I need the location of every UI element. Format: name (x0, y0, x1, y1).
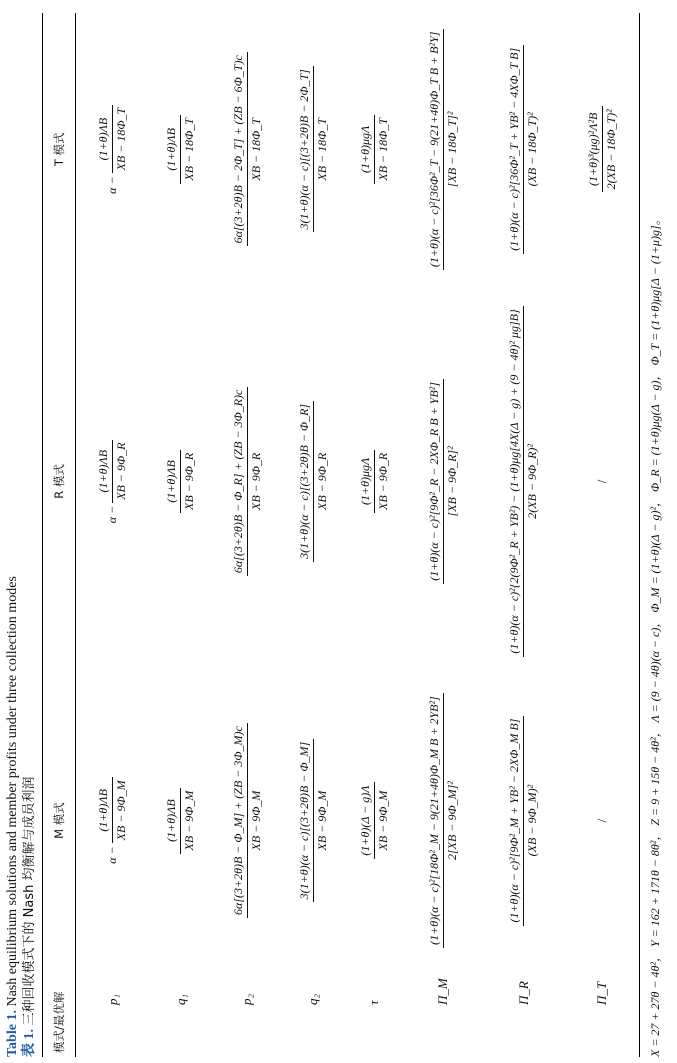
row-label: Π_T (594, 981, 609, 1005)
fraction-denominator: [XB − 9Φ_R]² (444, 446, 459, 517)
fraction-denominator: XB − 9Φ_R (182, 452, 196, 510)
table-row (565, 13, 640, 1057)
cell-r-mode (565, 286, 640, 678)
table-row (76, 13, 150, 1057)
fraction-denominator: XB − 18Φ_T (248, 118, 263, 181)
formula-fraction (427, 693, 460, 948)
caption-zh-text: 三种回收模式下的 Nash 均衡解与成员利润 (22, 776, 37, 1026)
row-label: p₂ (239, 993, 254, 1005)
table-caption (4, 576, 38, 1057)
fraction-numerator: 6α[(3+2θ)B − 2Φ_T] + (ZB − 6Φ_T)c (231, 52, 248, 246)
caption-en-label: Table 1. (5, 1010, 20, 1057)
fraction-denominator: (XB − 18Φ_T)² (525, 112, 539, 187)
cell-r-mode (149, 286, 212, 678)
fraction-denominator: [XB − 18Φ_T]² (444, 111, 459, 188)
cell-t-mode (565, 13, 640, 286)
fraction-denominator: XB − 18Φ_T (375, 118, 390, 181)
formula-fraction (164, 450, 197, 513)
header-t-mode: T 模式 (52, 132, 66, 167)
equilibrium-table (42, 13, 640, 1057)
caption-zh-label: 表 1. (22, 1029, 37, 1057)
table-row (282, 13, 344, 1057)
fraction-denominator: XB − 9Φ_M (248, 790, 263, 851)
fraction-denominator: XB − 9Φ_M (314, 790, 329, 851)
cell-r-mode (76, 286, 150, 678)
fraction-numerator: (1+θ)(α − c)²[36Φ²_T − 9(21+4θ)Φ_T B + B²Y] (427, 29, 444, 271)
formula-fraction (358, 450, 391, 513)
formula-fraction (231, 52, 264, 246)
fraction-denominator: 2(XB − 18Φ_T)² (603, 109, 618, 190)
cell-t-mode (282, 13, 344, 286)
formula-fraction (96, 105, 129, 174)
fraction-numerator: (1+θ)(α − c)²[9Φ²_R − 2XΦ_R B + YB²] (427, 379, 444, 584)
fraction-denominator: XB − 18Φ_T (314, 118, 329, 181)
formula-fraction (297, 66, 330, 232)
cell-r-mode (212, 286, 282, 678)
fraction-numerator: (1+θ)μgΛ (358, 450, 375, 513)
formula-fraction (231, 723, 264, 918)
formula-fraction (427, 29, 460, 271)
cell-m-mode (149, 677, 212, 964)
formula-fraction (96, 777, 129, 843)
formula-fraction (507, 45, 540, 254)
formula-prefix: α − (105, 846, 119, 864)
row-label: q₁ (172, 993, 188, 1005)
formula-fraction (96, 440, 129, 503)
cell-m-mode (404, 677, 482, 964)
cell-m-mode (344, 677, 404, 964)
caption-chinese (21, 576, 38, 1057)
cell-t-mode (344, 13, 404, 286)
caption-en-text: Nash equilibrium solutions and member profits under three collection modes (5, 576, 20, 1007)
fraction-numerator: (1+θ)ΛB (96, 105, 113, 174)
cell-m-mode (482, 677, 565, 964)
fraction-denominator: (XB − 9Φ_M)² (525, 784, 539, 857)
fraction-denominator: XB − 18Φ_T (182, 118, 196, 181)
formula-fraction (164, 788, 197, 854)
table-row (149, 13, 212, 1057)
fraction-numerator: (1+θ)(α − c)²[36Φ²_T + YB² − 4XΦ_T B] (507, 45, 524, 254)
row-label: Π_R (515, 981, 531, 1005)
formula-prefix: α − (105, 176, 119, 194)
table-row (482, 13, 565, 1057)
fraction-numerator: (1+θ)ΛB (96, 777, 113, 843)
formula-fraction (586, 106, 619, 192)
table-row (404, 13, 482, 1057)
fraction-denominator: XB − 18Φ_T (114, 107, 128, 171)
row-label: τ (366, 1000, 381, 1005)
cell-r-mode (482, 286, 565, 678)
formula-fraction (507, 716, 540, 926)
row-label: p₁ (104, 993, 120, 1005)
cell-r-mode (344, 286, 404, 678)
formula-fraction (507, 306, 540, 656)
fraction-denominator: XB − 9Φ_R (314, 452, 329, 510)
fraction-numerator: 6α[(3+2θ)B − Φ_M] + (ZB − 3Φ_M)c (231, 723, 248, 918)
formula-fraction (427, 379, 460, 584)
fraction-denominator: 2(XB − 9Φ_R)² (525, 443, 539, 519)
header-mode-solution: 模式/最优解 (52, 991, 66, 1053)
fraction-numerator: 3(1+θ)(α − c)[(3+2θ)B − 2Φ_T] (297, 66, 314, 232)
table-header-row (43, 13, 76, 1057)
table-row (344, 13, 404, 1057)
cell-m-mode (212, 677, 282, 964)
fraction-denominator: XB − 9Φ_R (375, 452, 390, 510)
cell-t-mode (76, 13, 150, 286)
fraction-numerator: (1+θ)(α − c)²[18Φ²_M − 9(21+4θ)Φ_M B + 2YB²] (427, 693, 444, 948)
cell-m-mode (76, 677, 150, 964)
formula-prefix: α − (105, 505, 119, 524)
row-label: q₂ (305, 993, 320, 1005)
not-applicable-mark: / (594, 479, 609, 484)
cell-r-mode (404, 286, 482, 678)
caption-english (4, 576, 21, 1057)
cell-r-mode (282, 286, 344, 678)
cell-t-mode (482, 13, 565, 286)
formula-fraction (164, 115, 197, 184)
table-row (212, 13, 282, 1057)
fraction-numerator: 3(1+θ)(α − c)[(3+2θ)B − Φ_M] (297, 739, 314, 903)
fraction-denominator: XB − 9Φ_M (182, 790, 196, 851)
fraction-numerator: (1+θ)(α − c)²{2(9Φ²_R + YB²) − (1+θ)μg[4X(Δ − g) + (9 − 4θ)² μg]B} (507, 306, 524, 656)
fraction-denominator: 2[XB − 9Φ_M]² (444, 781, 459, 860)
fraction-numerator: (1+θ)ΛB (164, 788, 181, 854)
header-r-mode: R 模式 (52, 464, 66, 499)
cell-t-mode (212, 13, 282, 286)
fraction-denominator: XB − 9Φ_M (375, 790, 390, 851)
table-body (76, 13, 640, 1057)
fraction-denominator: XB − 9Φ_R (114, 442, 128, 500)
fraction-numerator: (1+θ)ΛB (164, 450, 181, 513)
fraction-numerator: 3(1+θ)(α − c)[(3+2θ)B − Φ_R] (297, 401, 314, 562)
header-m-mode: M 模式 (52, 802, 66, 839)
fraction-denominator: XB − 9Φ_M (114, 780, 128, 841)
fraction-numerator: (1+θ)(α − c)²[9Φ²_M + YB² − 2XΦ_M B] (507, 716, 524, 926)
cell-m-mode (565, 677, 640, 964)
fraction-numerator: 6α[(3+2θ)B − Φ_R] + (ZB − 3Φ_R)c (231, 387, 248, 577)
formula-fraction (297, 401, 330, 562)
formula-fraction (358, 115, 391, 184)
fraction-numerator: (1+θ)³(μg)²Λ²B (586, 106, 603, 192)
formula-fraction (297, 739, 330, 903)
table-footnote: X = 27 + 27θ − 4θ²， Y = 162 + 171θ − 8θ²， Z = 9 + 15θ − 4θ²， Λ = (9 − 4θ)(α − c)， Φ_M = (1+θ)(Δ − g)²， Φ_R = (1+θ)μg(Δ − g)， Φ_T = (1+θ)μg[Δ − (1+μ)g]。 (648, 213, 662, 1057)
not-applicable-mark: / (594, 818, 609, 823)
cell-t-mode (404, 13, 482, 286)
formula-fraction (231, 387, 264, 577)
fraction-denominator: XB − 9Φ_R (248, 452, 263, 510)
fraction-numerator: (1+θ)ΛB (164, 115, 181, 184)
formula-fraction (358, 782, 391, 858)
cell-t-mode (149, 13, 212, 286)
cell-m-mode (282, 677, 344, 964)
row-label: Π_M (435, 978, 450, 1005)
fraction-numerator: (1+θ)μgΛ (358, 115, 375, 184)
fraction-numerator: (1+θ)ΛB (96, 440, 113, 503)
fraction-numerator: (1+θ)(Δ − g)Λ (358, 782, 375, 858)
